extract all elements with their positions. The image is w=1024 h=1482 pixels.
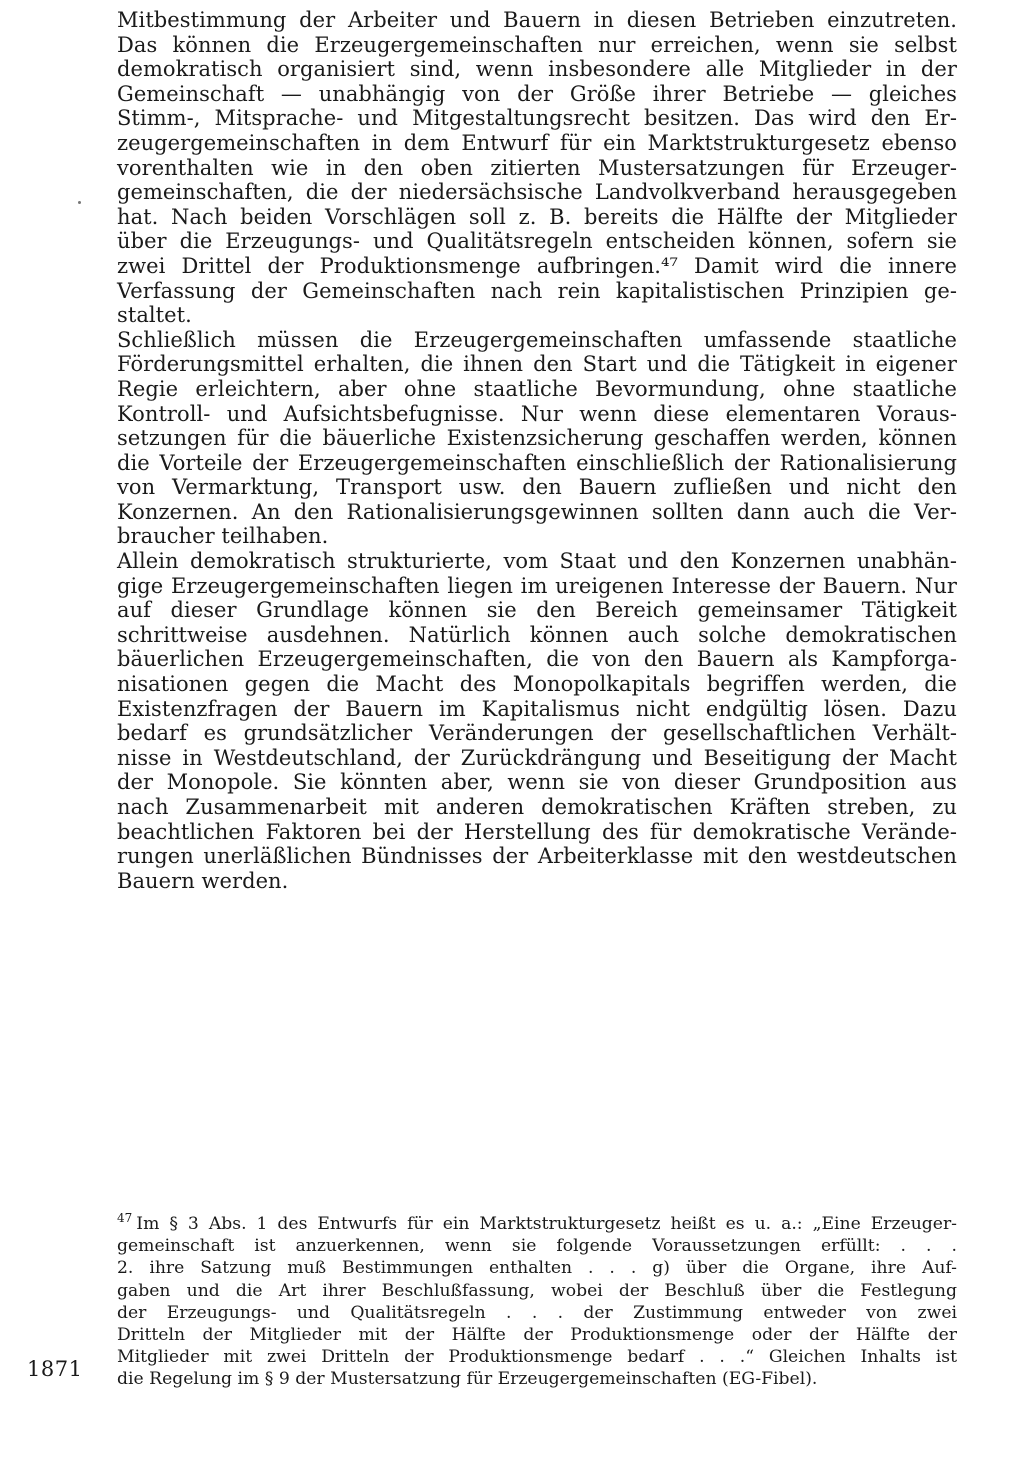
margin-mark — [78, 201, 81, 204]
footnote-line: gemeinschaft ist anzuerkennen, wenn sie folgende Voraussetzungen erfüllt: . . . — [117, 1236, 957, 1257]
text-line: Mitbestimmung der Arbeiter und Bauern in diesen Betrieben einzutreten. — [117, 8, 957, 32]
text-line: braucher teilhaben. — [117, 524, 329, 549]
text-line: rungen unerläßlichen Bündnisses der Arbeiterklasse mit den westdeutschen — [117, 844, 957, 869]
footnote-line: der Erzeugungs- und Qualitätsregeln . . . der Zustimmung entweder von zwei — [117, 1302, 957, 1323]
text-line: gige Erzeugergemeinschaften liegen im ureigenen Interesse der Bauern. Nur — [117, 573, 957, 598]
text-line: hat. Nach beiden Vorschlägen soll z. B. bereits die Hälfte der Mitglieder — [117, 204, 957, 229]
text-line: demokratisch organisiert sind, wenn insbesondere alle Mitglieder in der — [117, 57, 957, 82]
text-line: nach Zusammenarbeit mit anderen demokratischen Kräften streben, zu — [117, 795, 957, 819]
text-line: setzungen für die bäuerliche Existenzsicherung geschaffen werden, können — [117, 426, 957, 451]
text-line: Gemeinschaft — unabhängig von der Größe ihrer Betriebe — gleiches — [117, 81, 957, 106]
footnote-line: gaben und die Art ihrer Beschlußfassung, wobei der Beschluß über die Festlegung — [117, 1280, 957, 1301]
text-line: Konzernen. An den Rationalisierungsgewinnen sollten dann auch die Ver- — [117, 499, 957, 524]
text-line: vorenthalten wie in den oben zitierten Mustersatzungen für Erzeuger- — [117, 155, 957, 180]
footnote — [117, 1207, 957, 1391]
footnote-line — [117, 1207, 957, 1235]
paragraph-2 — [117, 328, 957, 549]
text-line: Allein demokratisch strukturierte, vom Staat und den Konzernen unabhän- — [117, 549, 957, 574]
text-line: Existenzfragen der Bauern im Kapitalismus nicht endgültig lösen. Dazu — [117, 696, 957, 721]
text-line: beachtlichen Faktoren bei der Herstellung des für demokratische Verände- — [117, 819, 957, 844]
text-line: schrittweise ausdehnen. Natürlich können auch solche demokratischen — [117, 622, 957, 647]
text-line: bäuerlichen Erzeugergemeinschaften, die von den Bauern als Kampforga- — [117, 647, 957, 672]
text-line: gemeinschaften, die der niedersächsische Landvolkverband herausgegeben — [117, 180, 957, 205]
footnote-text: Im § 3 Abs. 1 des Entwurfs für ein Marktstrukturgesetz heißt es u. a.: „Eine Erzeuger- — [136, 1214, 957, 1234]
text-line: Kontroll- und Aufsichtsbefugnisse. Nur wenn diese elementaren Voraus- — [117, 401, 957, 426]
text-line: Schließlich müssen die Erzeugergemeinschaften umfassende staatliche — [117, 327, 957, 352]
text-line: Förderungsmittel erhalten, die ihnen den Start und die Tätigkeit in eigener — [117, 352, 957, 377]
text-line: Regie erleichtern, aber ohne staatliche Bevormundung, ohne staatliche — [117, 376, 957, 401]
text-line: staltet. — [117, 303, 192, 328]
paragraph-3 — [117, 549, 957, 893]
text-line: zwei Drittel der Produktionsmenge aufbringen.⁴⁷ Damit wird die innere — [117, 253, 957, 278]
footnote-number: 47 — [117, 1211, 133, 1225]
paragraph-1 — [117, 8, 957, 328]
text-line: von Vermarktung, Transport usw. den Bauern zufließen und nicht den — [117, 475, 957, 500]
text-line: Stimm-, Mitsprache- und Mitgestaltungsrecht besitzen. Das wird den Er- — [117, 106, 957, 131]
text-line: bedarf es grundsätzlicher Veränderungen der gesellschaftlichen Verhält- — [117, 721, 957, 746]
text-line: der Monopole. Sie könnten aber, wenn sie von dieser Grundposition aus — [117, 770, 957, 795]
footnote-line: die Regelung im § 9 der Mustersatzung für Erzeugergemeinschaften (EG-Fibel). — [117, 1369, 818, 1390]
text-line: nisationen gegen die Macht des Monopolkapitals begriffen werden, die — [117, 672, 957, 697]
text-line: Verfassung der Gemeinschaften nach rein kapitalistischen Prinzipien ge- — [117, 278, 957, 303]
text-line: auf dieser Grundlage können sie den Bereich gemeinsamer Tätigkeit — [117, 598, 957, 623]
page-number: 1871 — [27, 1357, 83, 1381]
footnote-line: 2. ihre Satzung muß Bestimmungen enthalten . . . g) über die Organe, ihre Auf- — [117, 1258, 957, 1279]
text-line: Bauern werden. — [117, 868, 289, 893]
text-line: über die Erzeugungs- und Qualitätsregeln entscheiden können, sofern sie — [117, 229, 957, 254]
text-line: die Vorteile der Erzeugergemeinschaften einschließlich der Rationalisierung — [117, 450, 957, 475]
footnote-line: Dritteln der Mitglieder mit der Hälfte der Produktionsmenge oder der Hälfte der — [117, 1325, 957, 1346]
text-line: nisse in Westdeutschland, der Zurückdrängung und Beseitigung der Macht — [117, 745, 957, 770]
text-line: zeugergemeinschaften in dem Entwurf für ein Marktstrukturgesetz ebenso — [117, 130, 957, 155]
body-text — [117, 8, 957, 893]
footnote-line: Mitglieder mit zwei Dritteln der Produktionsmenge bedarf . . .“ Gleichen Inhalts ist — [117, 1347, 957, 1368]
text-line: Das können die Erzeugergemeinschaften nur erreichen, wenn sie selbst — [117, 32, 957, 57]
